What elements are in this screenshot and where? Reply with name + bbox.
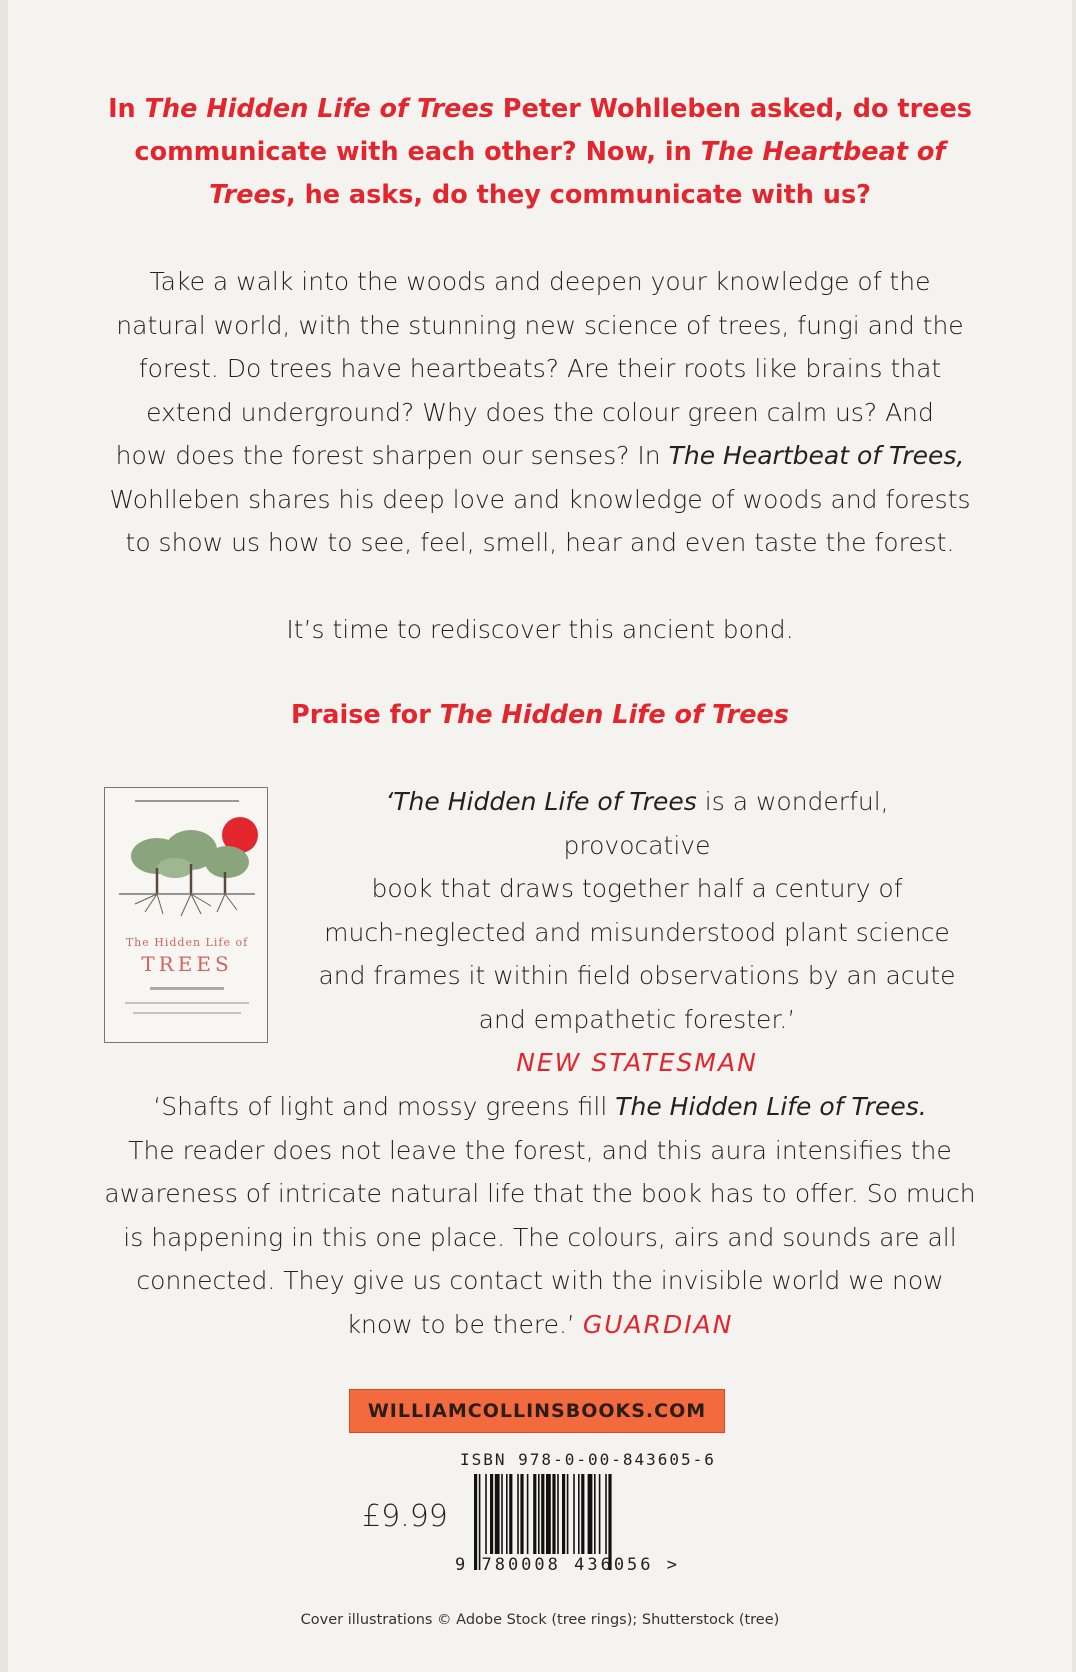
cover-credits: Cover illustrations © Adobe Stock (tree rings); Shutterstock (tree) (300, 1612, 780, 1628)
tree-illustration-icon (115, 828, 259, 920)
thumb-author (150, 987, 224, 990)
thumb-title-big: TREES (141, 952, 233, 976)
barcode-digits: 9 780008 436056 > (455, 1555, 680, 1575)
intro-paragraph: Take a walk into the woods and deepen your knowledge of the natural world, with the stunning new science of trees, fungi and the forest. Do trees have heartbeats? Are their roots like brains that extend underground? Why does the colour green calm us? And how does the forest sharpen our senses? In The Heartbeat of Trees, Wohlleben shares his deep love and knowledge of woods and forests to show us how to see, feel, smell, hear and even taste the forest. (109, 267, 971, 557)
headline: In The Hidden Life of Trees Peter Wohlleben asked, do trees communicate with each other? Now, in The Heartbeat of Trees, he asks, do they communicate with us? (108, 94, 972, 210)
isbn-label: ISBN 978-0-00-843605-6 (460, 1450, 716, 1469)
publisher-url-link[interactable]: WILLIAMCOLLINSBOOKS.COM (349, 1389, 725, 1433)
page-edge (1072, 0, 1076, 1672)
quote-source: NEW STATESMAN (516, 1048, 758, 1077)
thumb-title-small: The Hidden Life of (125, 936, 249, 949)
guardian-quote: ‘Shafts of light and mossy greens fill The Hidden Life of Trees. The reader does not leave the forest, and this aura intensifies the awareness of intricate natural life that the book has to offer. So much is happening in this one place. The colours, airs and sounds are all connected. They give us contact with the invisible world we now know to be there.’ GUARDIAN (104, 1092, 976, 1339)
book-cover-thumbnail (104, 787, 268, 1043)
praise-heading: Praise for The Hidden Life of Trees (291, 700, 789, 730)
thumb-top-text (135, 800, 239, 802)
spine-edge (0, 0, 8, 1672)
price-label: £9.99 (362, 1499, 448, 1534)
bond-line: It’s time to rediscover this ancient bond. (286, 615, 794, 644)
new-statesman-quote: ‘The Hidden Life of Trees is a wonderful, provocative book that draws together half a century of much-neglected and misunderstood plant science and frames it within field observations by an acute and empathetic forester.’ NEW STATESMAN (312, 780, 962, 1085)
quote-source: GUARDIAN (582, 1309, 734, 1339)
thumb-subtitle-line (133, 1012, 241, 1014)
thumb-subtitle-line (125, 1002, 249, 1004)
